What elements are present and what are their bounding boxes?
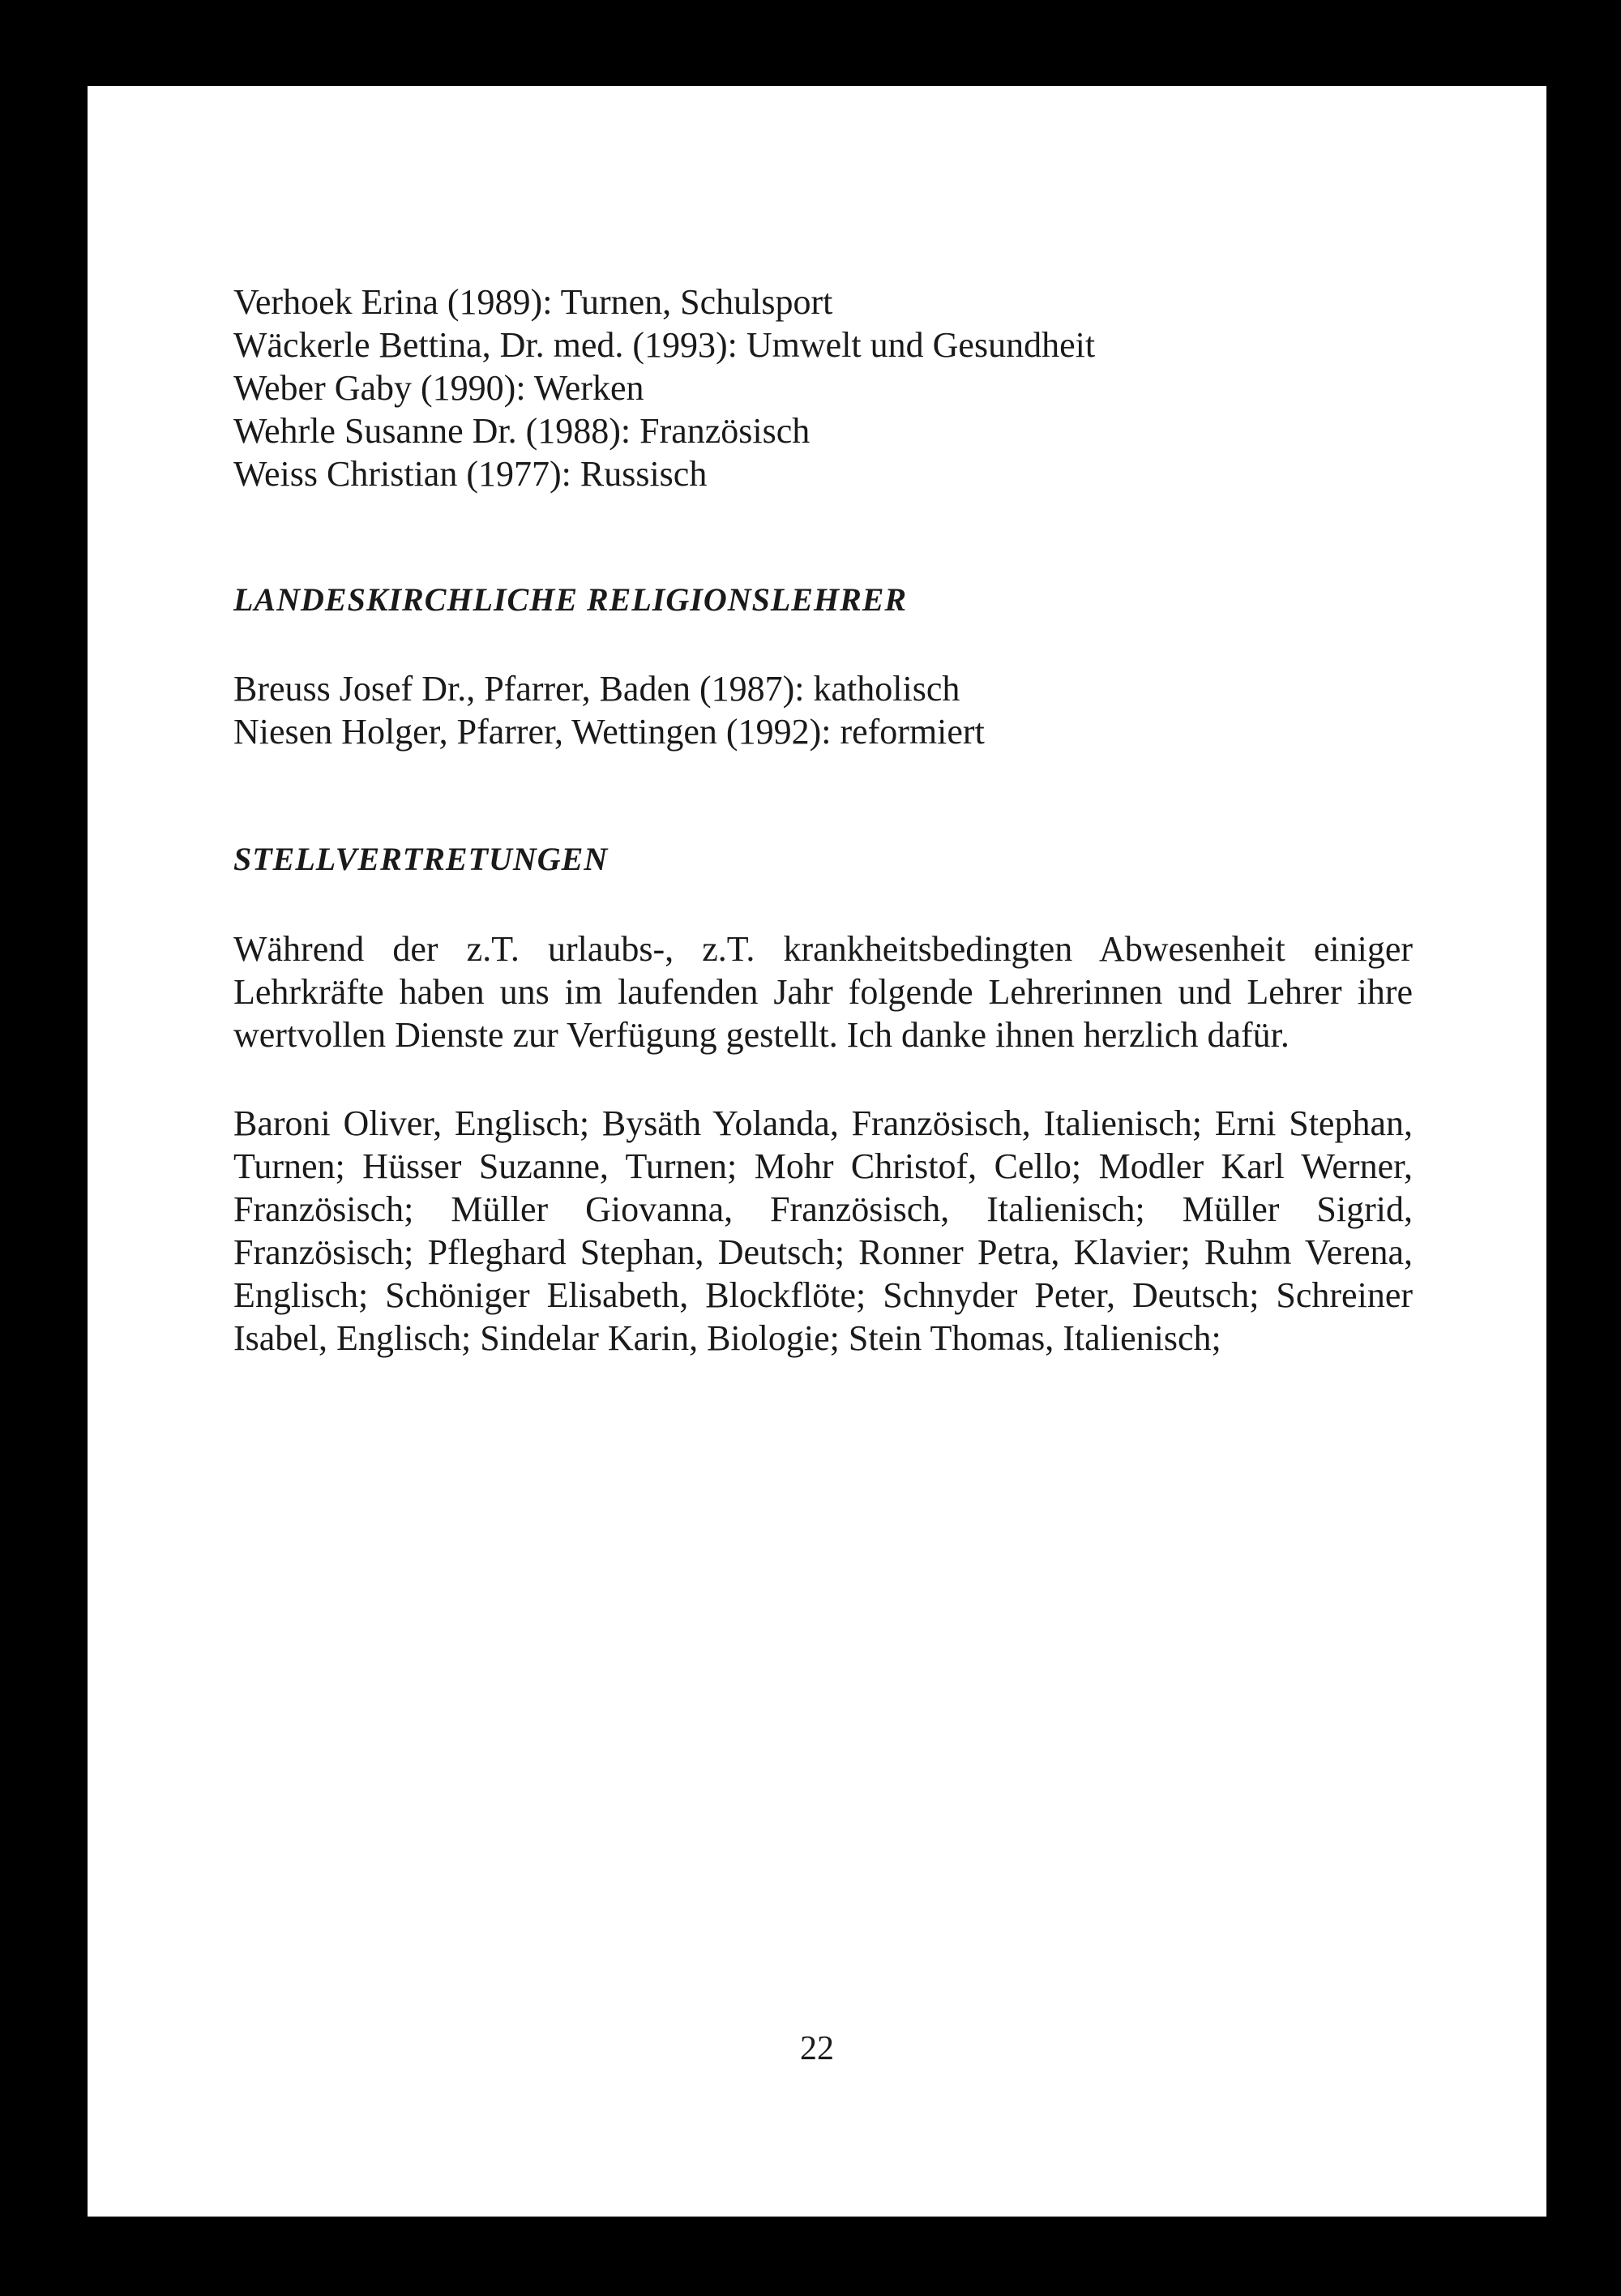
document-page <box>88 86 1546 2217</box>
religion-teachers-heading: LANDESKIRCHLICHE RELIGIONSLEHRER <box>233 581 908 618</box>
religion-teacher-entry: Breuss Josef Dr., Pfarrer, Baden (1987): katholisch <box>233 669 960 709</box>
teacher-entry: Weber Gaby (1990): Werken <box>233 368 644 408</box>
teacher-list <box>233 281 1413 495</box>
religion-teacher-entry: Niesen Holger, Pfarrer, Wettingen (1992): reformiert <box>233 712 985 752</box>
religion-teacher-list <box>233 667 1413 753</box>
substitutes-intro-paragraph: Während der z.T. urlaubs-, z.T. krankheitsbedingten Abwesenheit einiger Lehrkräfte haben uns im laufenden Jahr folgende Lehrerinnen und Lehrer ihre wertvollen Dienste zur Verfügung gestellt. Ich danke ihnen herzlich dafür. <box>233 929 1413 1055</box>
substitutes-heading: STELLVERTRETUNGEN <box>233 841 609 877</box>
teacher-entry: Weiss Christian (1977): Russisch <box>233 454 708 494</box>
teacher-entry: Verhoek Erina (1989): Turnen, Schulsport <box>233 282 833 322</box>
teacher-entry: Wäckerle Bettina, Dr. med. (1993): Umwelt und Gesundheit <box>233 325 1096 365</box>
substitutes-names-paragraph: Baroni Oliver, Englisch; Bysäth Yolanda, Französisch, Italienisch; Erni Stephan, Turnen; Hüsser Suzanne, Turnen; Mohr Christof, Cello; Modler Karl Werner, Französisch; Müller Giovanna, Französisch, Italienisch; Müller Sigrid, Französisch; Pfleghard Stephan, Deutsch; Ronner Petra, Klavier; Ruhm Verena, Englisch; Schöniger Elisabeth, Blockflöte; Schnyder Peter, Deutsch; Schreiner Isabel, Englisch; Sindelar Karin, Biologie; Stein Thomas, Italienisch; <box>233 1103 1413 1358</box>
teacher-entry: Wehrle Susanne Dr. (1988): Französisch <box>233 411 810 451</box>
page-number: 22 <box>800 2030 834 2067</box>
page-content <box>233 281 1413 1360</box>
